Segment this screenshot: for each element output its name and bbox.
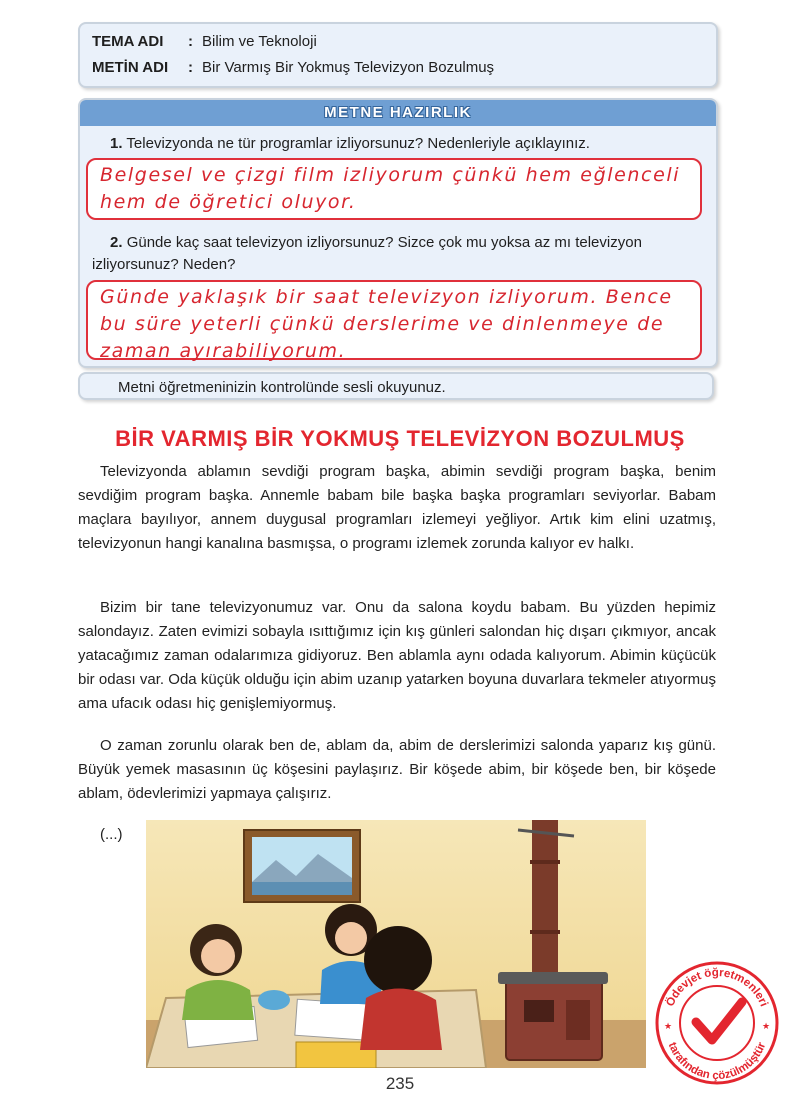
answer-2: Günde yaklaşık bir saat televizyon izliyorum. Bence bu süre yeterli çünkü derslerime ve dinlenmeye de zaman ayırabiliyorum. xyxy=(86,280,702,360)
answer-1: Belgesel ve çizgi film izliyorum çünkü hem eğlenceli hem de öğretici oluyor. xyxy=(86,158,702,220)
text-colon: : xyxy=(188,59,193,76)
instruction-box: Metni öğretmeninizin kontrolünde sesli okuyunuz. xyxy=(78,372,714,400)
solved-stamp xyxy=(652,958,782,1088)
story-paragraph-1: Televizyonda ablamın sevdiği program başka, abimin sevdiği program başka, benim sevdiğim program başka. Annemle babam bile başka başka programları seviyorlar. Babam maçlara bayılıyor, annem duygusal programları izlemeyi yeğliyor. Artık kim elini uzatmış, televizyonun hangi kanalına basmışsa, o programı izlemek zorunda kalıyor ev halkı. xyxy=(78,463,716,552)
theme-colon: : xyxy=(188,33,193,50)
question-2 xyxy=(92,232,706,276)
page-number: 235 xyxy=(385,1074,415,1093)
star-icon-right: ★ xyxy=(762,1021,771,1031)
text-label: METİN ADI xyxy=(92,59,169,76)
question-2-text: Günde kaç saat televizyon izliyorsunuz? Sizce çok mu yoksa az mı televizyon izliyorsunuz? Neden? xyxy=(92,234,642,273)
theme-label: TEMA ADI xyxy=(92,33,164,50)
story-paragraph-3: O zaman zorunlu olarak ben de, ablam da, abim de derslerimizi salonda yaparız kış günü. Büyük yemek masasının üç köşesini paylaşırız. Bir köşede abim, bir köşede ben, bir köşede ablam, ödevlerimizi yapmaya çalışırız. xyxy=(78,737,716,802)
preparation-title: METNE HAZIRLIK xyxy=(80,100,716,126)
header-box xyxy=(78,22,718,88)
wall-painting xyxy=(244,830,360,902)
stamp-top-text: Ödevjet öğretmenleri xyxy=(664,966,770,1009)
question-2-number: 2. xyxy=(110,234,123,251)
star-icon-left: ★ xyxy=(664,1021,673,1031)
illustration-family-studying xyxy=(146,820,646,1068)
question-1-text: Televizyonda ne tür programlar izliyorsunuz? Nedenleriyle açıklayınız. xyxy=(126,135,590,152)
stamp-bottom-text: tarafından çözülmüştür xyxy=(665,1040,769,1083)
text-value: Bir Varmış Bir Yokmuş Televizyon Bozulmuş xyxy=(202,59,495,76)
text-row xyxy=(92,59,494,76)
theme-row xyxy=(92,33,317,50)
story-title: BİR VARMIŞ BİR YOKMUŞ TELEVİZYON BOZULMUŞ xyxy=(115,426,685,451)
question-1 xyxy=(110,133,706,155)
story-ellipsis: (...) xyxy=(100,826,123,843)
preparation-box xyxy=(78,98,718,368)
question-1-number: 1. xyxy=(110,135,123,152)
story-paragraph-2: Bizim bir tane televizyonumuz var. Onu da salona koydu babam. Bu yüzden hepimiz salondayız. Zaten evimizi sobayla ısıttığımız için kış günleri salondan hiç dışarı çıkmıyor, ancak yatacağımız zaman odalarımıza gidiyoruz. Ben ablamla aynı odada kalıyorum. Abimin küçücük bir odası var. Oda küçük olduğu için abim uzanıp yatarken boyuna duvarlara tekmeler atıyormuş ama ufacık odası hiç genişlemiyormuş. xyxy=(78,599,716,712)
theme-value: Bilim ve Teknoloji xyxy=(202,33,317,50)
